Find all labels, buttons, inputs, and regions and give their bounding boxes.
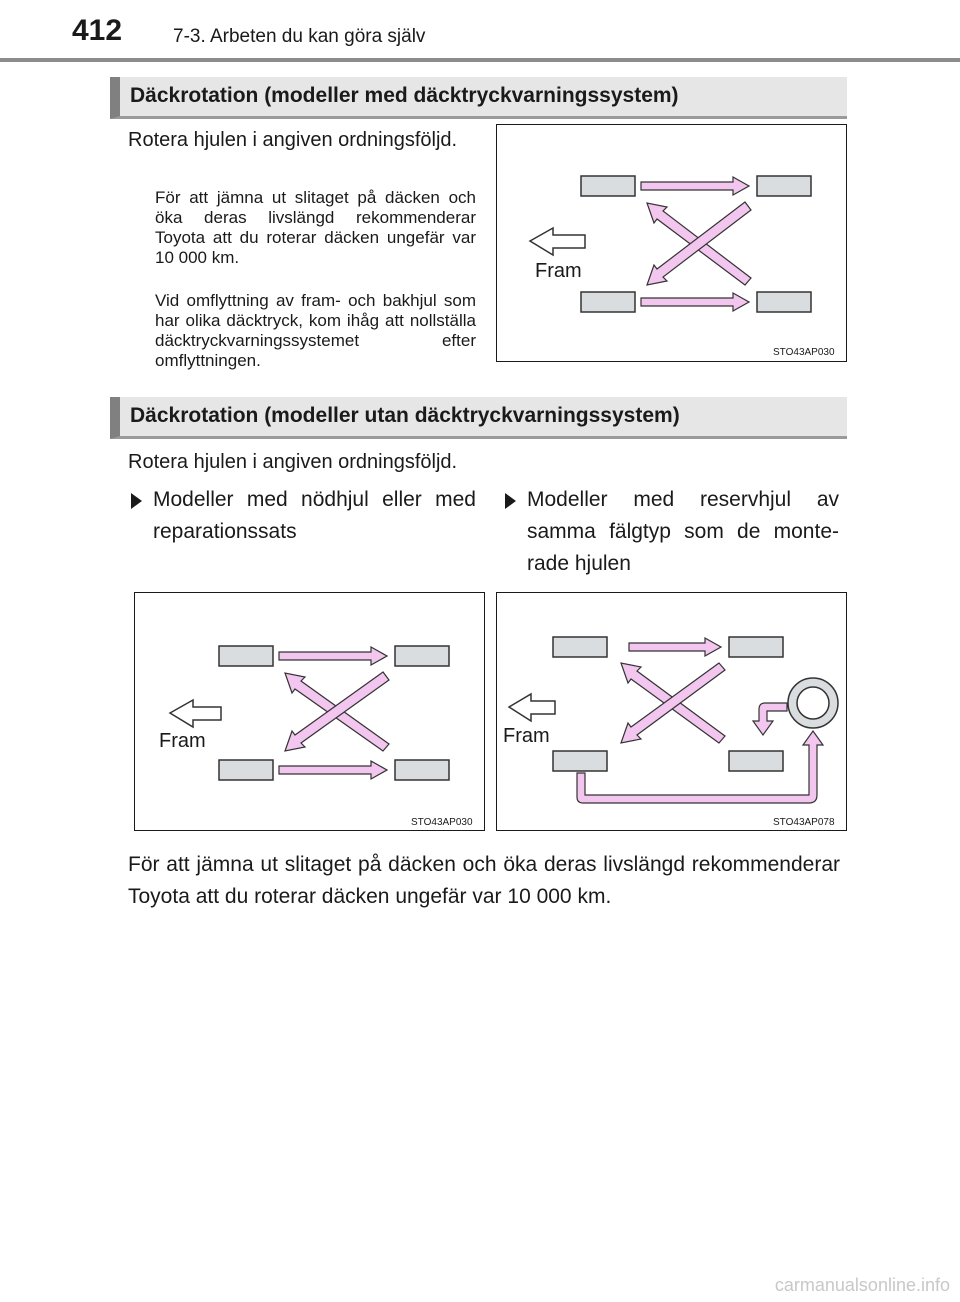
spare-tire-inner xyxy=(797,687,829,719)
footer-rotation-note: För att jämna ut slitaget på däcken och öka deras livslängd rekommenderar Toyota att du roterar däcken ungefär var 10 000 km. xyxy=(128,853,840,908)
figure-code: STO43AP030 xyxy=(411,817,473,828)
arrow-front-to-rear-bottom xyxy=(641,293,749,311)
arrow-front-to-rear-top xyxy=(279,647,387,665)
rotation-diagram-tpms xyxy=(496,124,847,362)
direction-arrow-icon xyxy=(509,694,555,721)
tire-front-right xyxy=(219,760,273,780)
direction-arrow-icon xyxy=(170,700,221,727)
direction-arrow-icon xyxy=(530,228,585,255)
arrow-front-to-rear-top xyxy=(641,177,749,195)
tire-rear-left xyxy=(395,646,449,666)
header-rule xyxy=(0,58,960,62)
rotation-instruction: Rotera hjulen i angiven ordningsföljd. xyxy=(128,129,458,151)
rotation-instruction-2: Rotera hjulen i angiven ordningsföljd. xyxy=(128,451,458,473)
tire-rear-right xyxy=(757,292,811,312)
rotation-diagram-compact-spare xyxy=(134,592,485,831)
direction-label: Fram xyxy=(535,260,582,282)
bullet-full-size-spare: Modeller med reservhjul av samma fälgtyp som de monterade hjulen xyxy=(527,488,839,575)
tire-rear-right xyxy=(729,751,783,771)
bullet-emergency-spare: Modeller med nödhjul eller med reparationssats xyxy=(153,488,476,543)
bullet-triangle-icon xyxy=(505,493,516,509)
arrow-front-to-rear-bottom xyxy=(279,761,387,779)
tire-front-left xyxy=(553,637,607,657)
tpms-reset-note: Vid omflyttning av fram- och bakhjul som har olika däcktryck, kom ihåg att nollställa däcktryckvarningssystemet efter omflyttningen. xyxy=(155,291,476,370)
tire-rear-left xyxy=(757,176,811,196)
rotation-interval-note: För att jämna ut slitaget på däcken och öka deras livslängd rekommenderar Toyota att du roterar däcken ungefär var 10 000 km. xyxy=(155,188,476,267)
section-title-with-tpms: Däckrotation (modeller med däcktryckvarningssystem) xyxy=(110,77,847,119)
tire-front-left xyxy=(219,646,273,666)
figure-code: STO43AP078 xyxy=(773,817,835,828)
tire-rear-left xyxy=(729,637,783,657)
rotation-diagram-svg xyxy=(497,593,846,830)
direction-label: Fram xyxy=(159,730,206,752)
arrow-front-right-to-spare xyxy=(577,731,823,803)
tire-rear-right xyxy=(395,760,449,780)
arrow-front-to-rear-top xyxy=(629,638,721,656)
direction-label: Fram xyxy=(503,725,550,747)
rotation-diagram-svg xyxy=(135,593,484,830)
bullet-triangle-icon xyxy=(131,493,142,509)
section-title-without-tpms: Däckrotation (modeller utan däcktryckvarningssystem) xyxy=(110,397,847,439)
tire-front-right xyxy=(553,751,607,771)
arrow-spare-to-rear-right xyxy=(753,703,787,735)
tire-front-right xyxy=(581,292,635,312)
rotation-diagram-svg xyxy=(497,125,846,361)
page-number: 412 xyxy=(72,14,123,47)
tire-front-left xyxy=(581,176,635,196)
figure-code: STO43AP030 xyxy=(773,347,835,358)
watermark: carmanualsonline.info xyxy=(774,1275,950,1295)
rotation-diagram-full-spare xyxy=(496,592,847,831)
section-reference: 7-3. Arbeten du kan göra själv xyxy=(173,26,426,47)
